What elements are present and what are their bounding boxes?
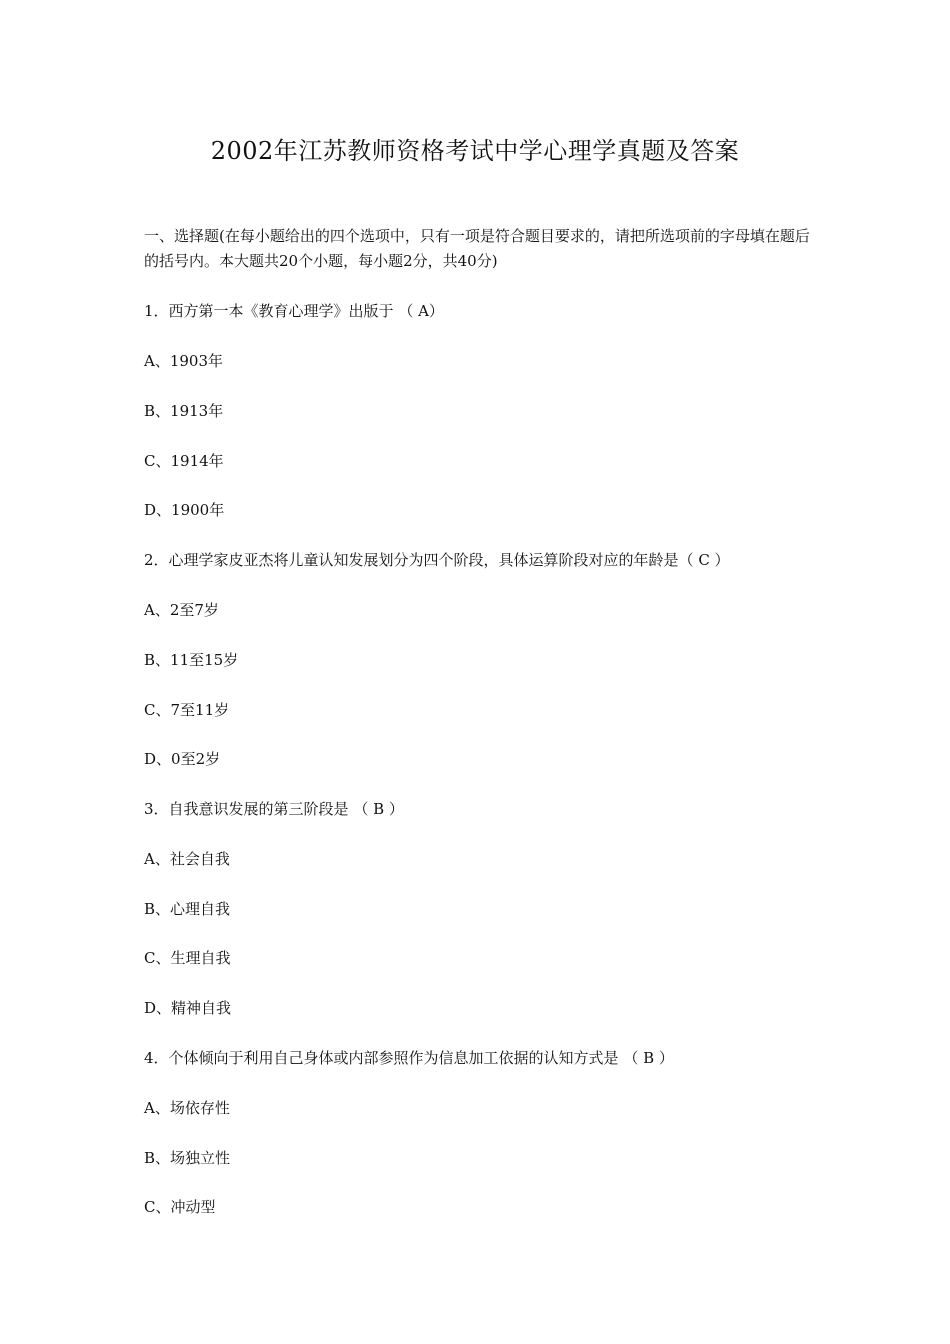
- question-3-option-a: A、社会自我: [144, 850, 230, 868]
- question-1-option-a: A、1903年: [144, 352, 224, 370]
- question-3-option-b: B、心理自我: [144, 900, 231, 918]
- question-4: 4．个体倾向于利用自己身体或内部参照作为信息加工依据的认知方式是 （ B ）: [144, 1049, 674, 1067]
- question-2-option-a: A、2至7岁: [144, 601, 219, 619]
- question-4-option-c: C、冲动型: [144, 1198, 216, 1216]
- question-1: 1．西方第一本《教育心理学》出版于 （ A）: [144, 302, 444, 320]
- document-title: 2002年江苏教师资格考试中学心理学真题及答案: [210, 137, 740, 165]
- question-2-option-d: D、0至2岁: [144, 750, 221, 768]
- question-1-option-d: D、1900年: [144, 501, 225, 519]
- question-2-option-c: C、7至11岁: [144, 701, 230, 719]
- question-2-option-b: B、11至15岁: [144, 651, 239, 669]
- question-4-option-a: A、场依存性: [144, 1099, 230, 1117]
- question-3-option-d: D、精神自我: [144, 999, 232, 1017]
- question-2: 2．心理学家皮亚杰将儿童认知发展划分为四个阶段，具体运算阶段对应的年龄是（ C ）: [144, 551, 730, 569]
- section-intro: 一、选择题(在每小题给出的四个选项中，只有一项是符合题目要求的，请把所选项前的字母填在题后的括号内。本大题共20个小题，每小题2分，共40分): [144, 227, 810, 270]
- question-4-option-b: B、场独立性: [144, 1149, 231, 1167]
- question-1-option-c: C、1914年: [144, 452, 224, 470]
- question-3-option-c: C、生理自我: [144, 949, 231, 967]
- question-3: 3．自我意识发展的第三阶段是 （ B ）: [144, 800, 404, 818]
- question-1-option-b: B、1913年: [144, 402, 224, 420]
